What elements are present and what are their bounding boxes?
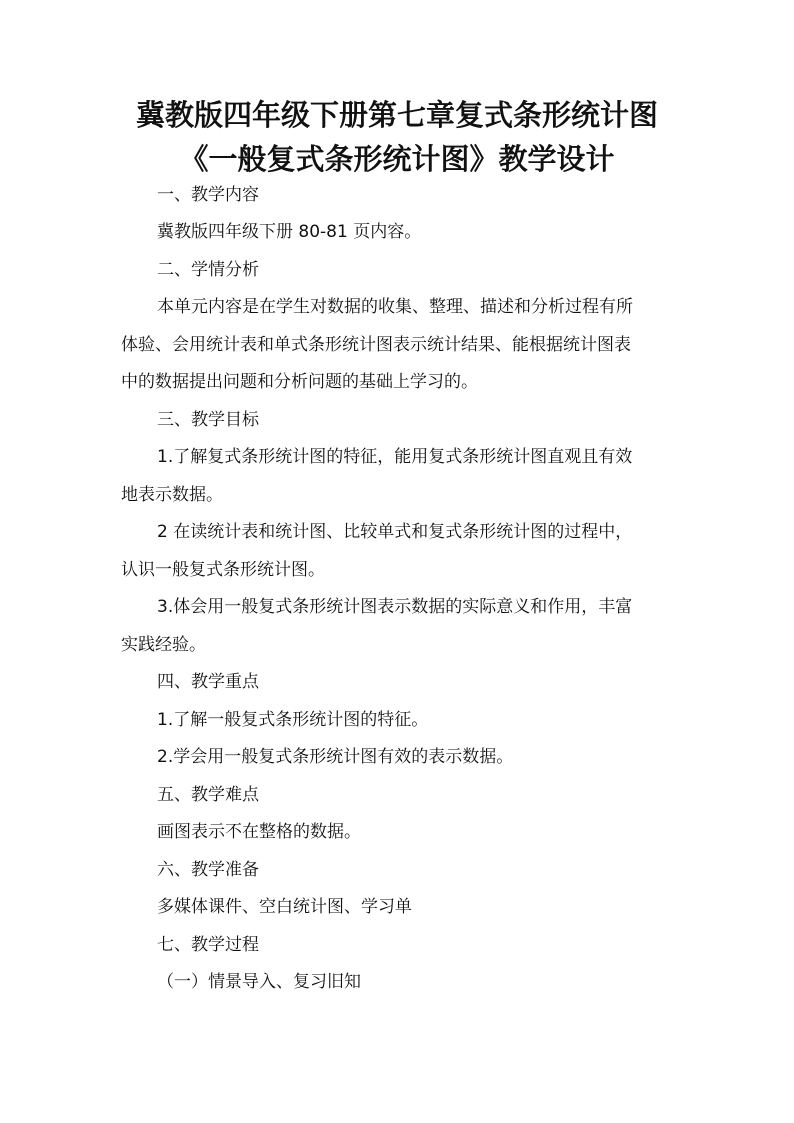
paragraph-line: 1.了解复式条形统计图的特征，能用复式条形统计图直观且有效 xyxy=(157,447,633,467)
section-heading-difficulties: 五、教学难点 xyxy=(157,785,259,805)
subsection-heading: （一）情景导入、复习旧知 xyxy=(157,972,361,992)
paragraph-line: 冀教版四年级下册 80-81 页内容。 xyxy=(157,222,422,242)
paragraph-line: 实践经验。 xyxy=(121,635,206,655)
paragraph-line: 中的数据提出问题和分析问题的基础上学习的。 xyxy=(121,372,478,392)
paragraph-line: 2.学会用一般复式条形统计图有效的表示数据。 xyxy=(157,747,514,767)
paragraph-line: 多媒体课件、空白统计图、学习单 xyxy=(157,897,412,917)
section-heading-teaching-content: 一、教学内容 xyxy=(157,185,259,205)
paragraph-line: 本单元内容是在学生对数据的收集、整理、描述和分析过程有所 xyxy=(157,297,633,317)
document-title-line-2: 《一般复式条形统计图》教学设计 xyxy=(179,142,615,176)
section-heading-preparation: 六、教学准备 xyxy=(157,860,259,880)
section-heading-teaching-goals: 三、教学目标 xyxy=(157,410,259,430)
paragraph-line: 1.了解一般复式条形统计图的特征。 xyxy=(157,710,429,730)
paragraph-line: 画图表示不在整格的数据。 xyxy=(157,822,361,842)
paragraph-line: 3.体会用一般复式条形统计图表示数据的实际意义和作用，丰富 xyxy=(157,597,633,617)
section-heading-teaching-process: 七、教学过程 xyxy=(157,935,259,955)
document-title-line-1: 冀教版四年级下册第七章复式条形统计图 xyxy=(135,98,658,132)
paragraph-line: 体验、会用统计表和单式条形统计图表示统计结果、能根据统计图表 xyxy=(121,335,631,355)
section-heading-student-analysis: 二、学情分析 xyxy=(157,260,259,280)
paragraph-line: 2 在读统计表和统计图、比较单式和复式条形统计图的过程中， xyxy=(157,522,633,542)
paragraph-line: 认识一般复式条形统计图。 xyxy=(121,560,325,580)
paragraph-line: 地表示数据。 xyxy=(121,485,223,505)
section-heading-key-points: 四、教学重点 xyxy=(157,672,259,692)
